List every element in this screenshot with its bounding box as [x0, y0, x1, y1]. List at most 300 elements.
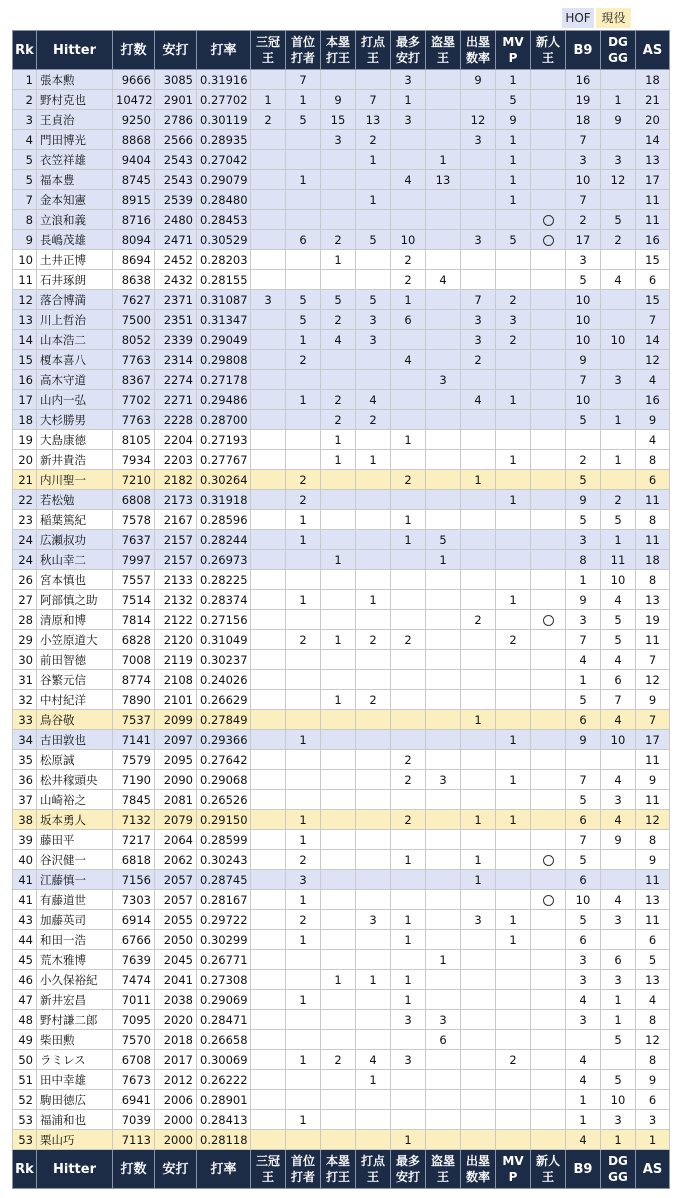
hitter-name-cell: 稲葉篤紀	[37, 510, 113, 530]
gold-glove-cell	[601, 70, 636, 90]
rookie-of-year-cell	[531, 650, 566, 670]
rbi-title-cell	[356, 470, 391, 490]
table-row[interactable]	[13, 590, 670, 610]
table-row[interactable]	[13, 770, 670, 790]
obp-title-cell	[461, 1010, 496, 1030]
obp-title-cell: 3	[461, 310, 496, 330]
gold-glove-cell: 9	[601, 110, 636, 130]
gold-glove-cell	[601, 310, 636, 330]
batting-title-cell	[286, 150, 321, 170]
col-footer-hits[interactable]: 安打	[155, 1150, 197, 1189]
table-row[interactable]	[13, 630, 670, 650]
col-header-mvp[interactable]	[496, 31, 531, 70]
col-footer-rbi-title[interactable]	[356, 1150, 391, 1189]
average-cell: 0.28745	[197, 870, 251, 890]
all-star-cell: 7	[636, 310, 670, 330]
best-nine-cell	[566, 750, 601, 770]
hitter-name-cell: 金本知憲	[37, 190, 113, 210]
col-header-text: DG	[608, 35, 628, 49]
table-row[interactable]	[13, 670, 670, 690]
circle-mark-icon	[543, 895, 554, 906]
col-header-text: 打王	[325, 1170, 350, 1184]
mvp-cell	[496, 990, 531, 1010]
stolen-base-title-cell	[426, 90, 461, 110]
stolen-base-title-cell	[426, 510, 461, 530]
obp-title-cell	[461, 1050, 496, 1070]
best-nine-cell: 1	[566, 1110, 601, 1130]
col-footer-average[interactable]: 打率	[197, 1150, 251, 1189]
hits-cell: 2204	[155, 430, 197, 450]
triple-crown-cell	[251, 490, 286, 510]
triple-crown-cell	[251, 70, 286, 90]
rbi-title-cell: 3	[356, 910, 391, 930]
hits-cell: 2480	[155, 210, 197, 230]
gold-glove-cell	[601, 850, 636, 870]
table-row[interactable]	[13, 930, 670, 950]
hitter-name-cell: 藤田平	[37, 830, 113, 850]
col-header-text: 打点	[360, 1154, 385, 1168]
table-row[interactable]	[13, 610, 670, 630]
most-hits-cell: 1	[391, 970, 426, 990]
batting-title-cell: 1	[286, 830, 321, 850]
rookie-of-year-cell	[531, 1090, 566, 1110]
col-header-text: 王	[366, 51, 379, 65]
col-header-triple-crown[interactable]	[251, 31, 286, 70]
gold-glove-cell: 2	[601, 230, 636, 250]
most-hits-cell	[391, 450, 426, 470]
stolen-base-title-cell	[426, 190, 461, 210]
col-header-stolen-base-title[interactable]	[426, 31, 461, 70]
rank-cell: 4	[13, 130, 37, 150]
gold-glove-cell: 5	[601, 610, 636, 630]
stolen-base-title-cell	[426, 610, 461, 630]
hr-title-cell	[321, 570, 356, 590]
col-header-hits[interactable]: 安打	[155, 31, 197, 70]
table-row[interactable]	[13, 530, 670, 550]
mvp-cell	[496, 830, 531, 850]
stolen-base-title-cell	[426, 410, 461, 430]
rbi-title-cell: 1	[356, 590, 391, 610]
average-cell: 0.28453	[197, 210, 251, 230]
most-hits-cell: 6	[391, 310, 426, 330]
table-row[interactable]	[13, 730, 670, 750]
table-row[interactable]	[13, 370, 670, 390]
hitter-name-cell: 鳥谷敬	[37, 710, 113, 730]
rbi-title-cell	[356, 170, 391, 190]
obp-title-cell: 3	[461, 130, 496, 150]
hr-title-cell	[321, 470, 356, 490]
gold-glove-cell	[601, 430, 636, 450]
col-header-rbi-title[interactable]	[356, 31, 391, 70]
all-star-cell: 21	[636, 90, 670, 110]
table-row[interactable]	[13, 990, 670, 1010]
table-row[interactable]	[13, 910, 670, 930]
obp-title-cell: 1	[461, 710, 496, 730]
hr-title-cell: 2	[321, 310, 356, 330]
hr-title-cell	[321, 510, 356, 530]
legend	[0, 0, 675, 30]
table-row[interactable]	[13, 970, 670, 990]
most-hits-cell: 1	[391, 530, 426, 550]
best-nine-cell: 5	[566, 790, 601, 810]
stolen-base-title-cell: 1	[426, 550, 461, 570]
batting-title-cell: 1	[286, 1110, 321, 1130]
table-row[interactable]	[13, 1130, 670, 1150]
best-nine-cell: 4	[566, 1130, 601, 1150]
col-footer-obp-title[interactable]	[461, 1150, 496, 1189]
table-row[interactable]	[13, 350, 670, 370]
most-hits-cell	[391, 330, 426, 350]
hr-title-cell	[321, 750, 356, 770]
all-star-cell: 4	[636, 370, 670, 390]
col-footer-stolen-base-title[interactable]	[426, 1150, 461, 1189]
obp-title-cell	[461, 1070, 496, 1090]
most-hits-cell	[391, 690, 426, 710]
all-star-cell: 4	[636, 430, 670, 450]
average-cell: 0.29150	[197, 810, 251, 830]
rbi-title-cell	[356, 1090, 391, 1110]
gold-glove-cell: 5	[601, 630, 636, 650]
table-row[interactable]	[13, 870, 670, 890]
table-row[interactable]	[13, 1090, 670, 1110]
hits-cell: 2371	[155, 290, 197, 310]
table-row[interactable]	[13, 850, 670, 870]
gold-glove-cell	[601, 390, 636, 410]
col-footer-gold-glove[interactable]	[601, 1150, 636, 1189]
rank-cell: 15	[13, 350, 37, 370]
rank-cell: 40	[13, 850, 37, 870]
col-footer-rank[interactable]: Rk	[13, 1150, 37, 1189]
at-bats-cell: 9250	[113, 110, 155, 130]
rbi-title-cell: 3	[356, 310, 391, 330]
mvp-cell: 1	[496, 930, 531, 950]
col-header-best-nine[interactable]: B9	[566, 31, 601, 70]
at-bats-cell: 8915	[113, 190, 155, 210]
obp-title-cell	[461, 510, 496, 530]
table-row[interactable]	[13, 70, 670, 90]
col-footer-mvp[interactable]	[496, 1150, 531, 1189]
hits-cell: 2452	[155, 250, 197, 270]
obp-title-cell	[461, 570, 496, 590]
most-hits-cell: 3	[391, 1010, 426, 1030]
table-row[interactable]	[13, 790, 670, 810]
rookie-of-year-cell	[531, 530, 566, 550]
rank-cell: 5	[13, 170, 37, 190]
rbi-title-cell: 1	[356, 1070, 391, 1090]
best-nine-cell: 3	[566, 150, 601, 170]
batting-title-cell: 1	[286, 1050, 321, 1070]
obp-title-cell: 3	[461, 230, 496, 250]
col-footer-batting-title[interactable]	[286, 1150, 321, 1189]
table-row[interactable]	[13, 230, 670, 250]
gold-glove-cell	[601, 350, 636, 370]
triple-crown-cell	[251, 990, 286, 1010]
col-footer-triple-crown[interactable]	[251, 1150, 286, 1189]
col-header-rank[interactable]: Rk	[13, 31, 37, 70]
col-header-text: P	[508, 1170, 518, 1184]
mvp-cell	[496, 1130, 531, 1150]
gold-glove-cell: 6	[601, 670, 636, 690]
rookie-of-year-cell	[531, 770, 566, 790]
col-footer-all-star[interactable]: AS	[636, 1150, 670, 1189]
batting-title-cell	[286, 790, 321, 810]
hr-title-cell	[321, 530, 356, 550]
rank-cell: 41	[13, 890, 37, 910]
batting-title-cell	[286, 130, 321, 150]
table-row[interactable]	[13, 330, 670, 350]
hitter-name-cell: 小久保裕紀	[37, 970, 113, 990]
hitter-name-cell: 土井正博	[37, 250, 113, 270]
rbi-title-cell: 7	[356, 90, 391, 110]
rookie-of-year-cell	[531, 410, 566, 430]
most-hits-cell: 2	[391, 250, 426, 270]
table-row[interactable]	[13, 950, 670, 970]
hits-cell: 2566	[155, 130, 197, 150]
hitter-name-cell: 榎本喜八	[37, 350, 113, 370]
col-header-gold-glove[interactable]	[601, 31, 636, 70]
table-row[interactable]	[13, 750, 670, 770]
best-nine-cell: 10	[566, 890, 601, 910]
rbi-title-cell	[356, 530, 391, 550]
table-row[interactable]	[13, 430, 670, 450]
mvp-cell	[496, 530, 531, 550]
rbi-title-cell	[356, 1030, 391, 1050]
gold-glove-cell: 3	[601, 970, 636, 990]
hitter-name-cell: 駒田徳広	[37, 1090, 113, 1110]
best-nine-cell: 9	[566, 590, 601, 610]
rbi-title-cell	[356, 370, 391, 390]
rookie-of-year-cell	[531, 170, 566, 190]
batting-title-cell: 2	[286, 630, 321, 650]
triple-crown-cell	[251, 730, 286, 750]
average-cell: 0.28413	[197, 1110, 251, 1130]
col-footer-most-hits[interactable]	[391, 1150, 426, 1189]
average-cell: 0.27642	[197, 750, 251, 770]
at-bats-cell: 9666	[113, 70, 155, 90]
col-footer-hr-title[interactable]	[321, 1150, 356, 1189]
average-cell: 0.30119	[197, 110, 251, 130]
rookie-of-year-cell	[531, 930, 566, 950]
triple-crown-cell	[251, 450, 286, 470]
average-cell: 0.26222	[197, 1070, 251, 1090]
hits-cell: 2000	[155, 1110, 197, 1130]
table-row[interactable]	[13, 310, 670, 330]
rank-cell: 43	[13, 910, 37, 930]
batting-title-cell	[286, 1030, 321, 1050]
average-cell: 0.29486	[197, 390, 251, 410]
rank-cell: 44	[13, 930, 37, 950]
average-cell: 0.28118	[197, 1130, 251, 1150]
rank-cell: 50	[13, 1050, 37, 1070]
table-row[interactable]	[13, 390, 670, 410]
table-row[interactable]	[13, 1050, 670, 1070]
hits-cell: 2182	[155, 470, 197, 490]
mvp-cell	[496, 690, 531, 710]
col-header-at-bats[interactable]: 打数	[113, 31, 155, 70]
batting-title-cell	[286, 770, 321, 790]
best-nine-cell: 7	[566, 370, 601, 390]
col-header-obp-title[interactable]	[461, 31, 496, 70]
hits-cell: 2543	[155, 150, 197, 170]
hr-title-cell	[321, 950, 356, 970]
col-footer-best-nine[interactable]: B9	[566, 1150, 601, 1189]
hits-cell: 2786	[155, 110, 197, 130]
rbi-title-cell	[356, 210, 391, 230]
gold-glove-cell	[601, 250, 636, 270]
stolen-base-title-cell	[426, 1130, 461, 1150]
col-header-average[interactable]: 打率	[197, 31, 251, 70]
obp-title-cell: 3	[461, 330, 496, 350]
table-row[interactable]	[13, 890, 670, 910]
hr-title-cell: 1	[321, 430, 356, 450]
rbi-title-cell: 5	[356, 230, 391, 250]
col-header-all-star[interactable]: AS	[636, 31, 670, 70]
mvp-cell	[496, 670, 531, 690]
most-hits-cell	[391, 550, 426, 570]
col-header-text: 最多	[395, 35, 420, 49]
best-nine-cell: 10	[566, 290, 601, 310]
rbi-title-cell	[356, 950, 391, 970]
table-row[interactable]	[13, 1110, 670, 1130]
batting-title-cell: 5	[286, 110, 321, 130]
batting-title-cell: 5	[286, 290, 321, 310]
rookie-of-year-cell	[531, 630, 566, 650]
best-nine-cell: 9	[566, 490, 601, 510]
table-row[interactable]	[13, 210, 670, 230]
average-cell: 0.28596	[197, 510, 251, 530]
rank-cell: 34	[13, 730, 37, 750]
at-bats-cell: 7570	[113, 1030, 155, 1050]
col-header-text: MV	[502, 1154, 524, 1168]
table-body	[13, 70, 670, 1150]
table-row[interactable]	[13, 110, 670, 130]
table-row[interactable]	[13, 650, 670, 670]
mvp-cell: 1	[496, 150, 531, 170]
hr-title-cell	[321, 70, 356, 90]
hits-cell: 2017	[155, 1050, 197, 1070]
col-footer-at-bats[interactable]: 打数	[113, 1150, 155, 1189]
rookie-of-year-cell	[531, 490, 566, 510]
table-row[interactable]	[13, 710, 670, 730]
average-cell: 0.30243	[197, 850, 251, 870]
best-nine-cell: 7	[566, 830, 601, 850]
stolen-base-title-cell: 3	[426, 370, 461, 390]
triple-crown-cell	[251, 210, 286, 230]
all-star-cell: 1	[636, 1130, 670, 1150]
most-hits-cell	[391, 890, 426, 910]
mvp-cell: 3	[496, 310, 531, 330]
most-hits-cell	[391, 590, 426, 610]
gold-glove-cell: 10	[601, 1090, 636, 1110]
rookie-of-year-cell	[531, 910, 566, 930]
hits-cell: 2050	[155, 930, 197, 950]
table-row[interactable]	[13, 410, 670, 430]
obp-title-cell: 2	[461, 610, 496, 630]
table-row[interactable]	[13, 690, 670, 710]
stolen-base-title-cell	[426, 890, 461, 910]
table-row[interactable]	[13, 450, 670, 470]
mvp-cell: 1	[496, 70, 531, 90]
col-header-text: 数率	[465, 1170, 490, 1184]
hits-cell: 2057	[155, 890, 197, 910]
table-row[interactable]	[13, 1010, 670, 1030]
rbi-title-cell	[356, 430, 391, 450]
triple-crown-cell	[251, 970, 286, 990]
all-star-cell: 9	[636, 1070, 670, 1090]
table-row[interactable]	[13, 170, 670, 190]
at-bats-cell: 7673	[113, 1070, 155, 1090]
hitter-name-cell: 若松勉	[37, 490, 113, 510]
table-row[interactable]	[13, 250, 670, 270]
mvp-cell	[496, 270, 531, 290]
rank-cell: 19	[13, 430, 37, 450]
col-footer-rookie-of-year[interactable]	[531, 1150, 566, 1189]
rank-cell: 28	[13, 610, 37, 630]
hits-cell: 2167	[155, 510, 197, 530]
rbi-title-cell	[356, 810, 391, 830]
average-cell: 0.29068	[197, 770, 251, 790]
table-row[interactable]	[13, 570, 670, 590]
stolen-base-title-cell	[426, 830, 461, 850]
table-row[interactable]	[13, 1070, 670, 1090]
table-row[interactable]	[13, 490, 670, 510]
table-row[interactable]	[13, 130, 670, 150]
rbi-title-cell: 3	[356, 330, 391, 350]
hr-title-cell: 1	[321, 550, 356, 570]
rank-cell: 13	[13, 310, 37, 330]
batting-title-cell: 1	[286, 810, 321, 830]
hr-title-cell	[321, 1070, 356, 1090]
table-row[interactable]	[13, 150, 670, 170]
table-row[interactable]	[13, 290, 670, 310]
col-header-batting-title[interactable]	[286, 31, 321, 70]
mvp-cell: 1	[496, 590, 531, 610]
triple-crown-cell	[251, 870, 286, 890]
hits-cell: 2432	[155, 270, 197, 290]
col-footer-hitter[interactable]: Hitter	[37, 1150, 113, 1189]
mvp-cell	[496, 370, 531, 390]
stolen-base-title-cell	[426, 1070, 461, 1090]
col-header-rookie-of-year[interactable]	[531, 31, 566, 70]
table-row[interactable]	[13, 1030, 670, 1050]
table-row[interactable]	[13, 90, 670, 110]
rank-cell: 48	[13, 1010, 37, 1030]
table-row[interactable]	[13, 190, 670, 210]
table-row[interactable]	[13, 510, 670, 530]
stolen-base-title-cell	[426, 650, 461, 670]
hitter-name-cell: 広瀬叔功	[37, 530, 113, 550]
table-row[interactable]	[13, 830, 670, 850]
table-row[interactable]	[13, 270, 670, 290]
col-header-hr-title[interactable]	[321, 31, 356, 70]
col-header-most-hits[interactable]	[391, 31, 426, 70]
obp-title-cell	[461, 770, 496, 790]
average-cell: 0.28599	[197, 830, 251, 850]
col-header-hitter[interactable]: Hitter	[37, 31, 113, 70]
hr-title-cell	[321, 490, 356, 510]
table-row[interactable]	[13, 550, 670, 570]
hitter-name-cell: 前田智徳	[37, 650, 113, 670]
obp-title-cell	[461, 690, 496, 710]
hr-title-cell: 3	[321, 130, 356, 150]
col-header-text: 最多	[395, 1154, 420, 1168]
hits-cell: 2055	[155, 910, 197, 930]
at-bats-cell: 7141	[113, 730, 155, 750]
hr-title-cell	[321, 810, 356, 830]
table-row[interactable]	[13, 470, 670, 490]
rank-cell: 17	[13, 390, 37, 410]
table-row[interactable]	[13, 810, 670, 830]
